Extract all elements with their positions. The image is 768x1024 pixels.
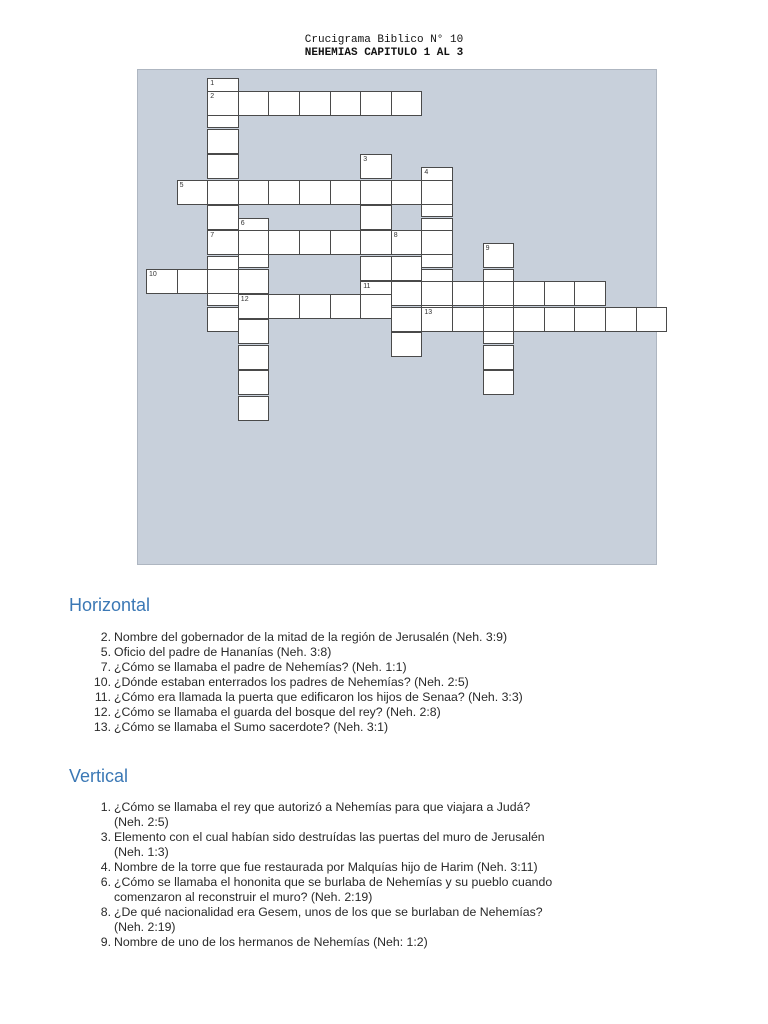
- crossword-cell[interactable]: [513, 307, 545, 332]
- crossword-cell[interactable]: [238, 370, 270, 395]
- crossword-cell[interactable]: [330, 91, 362, 116]
- crossword-cell[interactable]: [207, 180, 239, 205]
- crossword-cell[interactable]: [574, 281, 606, 306]
- clue-number: 7: [210, 232, 215, 240]
- crossword-cell[interactable]: [391, 307, 423, 332]
- crossword-cell[interactable]: [360, 205, 392, 230]
- crossword-cell[interactable]: [421, 281, 453, 306]
- horizontal-clue: 11. ¿Cómo era llamada la puerta que edificaron los hijos de Senaa? (Neh. 3:3): [94, 690, 523, 704]
- crossword-cell[interactable]: [421, 307, 453, 332]
- crossword-cell[interactable]: [605, 307, 637, 332]
- crossword-cell[interactable]: [207, 205, 239, 230]
- crossword-cell[interactable]: [360, 91, 392, 116]
- crossword-cell[interactable]: [299, 180, 331, 205]
- vertical-clue: 6. ¿Cómo se llamaba el hononita que se burlaba de Nehemías y su pueblo cuando comenzaron al reconstruir el muro? (Neh. 2:19): [100, 875, 553, 904]
- crossword-cell[interactable]: [483, 345, 515, 370]
- crossword-cell[interactable]: [299, 91, 331, 116]
- crossword-cell[interactable]: [207, 230, 239, 255]
- crossword-cell[interactable]: [391, 332, 423, 357]
- clue-number: 10: [149, 270, 157, 278]
- crossword-cell[interactable]: [207, 307, 239, 332]
- vertical-clue: 3. Elemento con el cual habían sido destruídas las puertas del muro de Jerusalén (Neh. 1:3): [100, 830, 545, 859]
- crossword-cell[interactable]: [391, 281, 423, 306]
- horizontal-clue: 10. ¿Dónde estaban enterrados los padres de Nehemías? (Neh. 2:5): [93, 675, 469, 689]
- horizontal-clue: 7. ¿Cómo se llamaba el padre de Nehemías? (Neh. 1:1): [100, 660, 407, 674]
- crossword-cell[interactable]: [238, 91, 270, 116]
- clue-number: 5: [179, 181, 184, 189]
- clue-number: 1: [210, 80, 215, 87]
- crossword-cell[interactable]: [238, 319, 270, 344]
- crossword-cell[interactable]: [483, 243, 515, 268]
- clue-number: 13: [424, 308, 433, 316]
- crossword-cell[interactable]: [483, 370, 515, 395]
- horizontal-heading: Horizontal: [69, 595, 151, 615]
- clue-number: 6: [240, 219, 245, 227]
- horizontal-clue: 13. ¿Cómo se llamaba el Sumo sacerdote? (Neh. 3:1): [93, 720, 389, 734]
- crossword-cell[interactable]: [238, 294, 270, 319]
- crossword-cell[interactable]: [636, 307, 668, 332]
- crossword-cell[interactable]: [330, 180, 362, 205]
- crossword-cell[interactable]: [268, 230, 300, 255]
- clue-number: 12: [240, 295, 249, 303]
- crossword-cell[interactable]: [574, 307, 606, 332]
- vertical-clue: 4. Nombre de la torre que fue restaurada por Malquías hijo de Harim (Neh. 3:11): [100, 860, 538, 874]
- clue-number: 4: [424, 168, 429, 176]
- horizontal-clue: 2. Nombre del gobernador de la mitad de la región de Jerusalén (Neh. 3:9): [100, 630, 508, 644]
- crossword-cell[interactable]: [238, 396, 270, 421]
- crossword-cell[interactable]: [330, 294, 362, 319]
- clue-number: 3: [363, 156, 368, 164]
- vertical-heading: Vertical: [69, 766, 129, 786]
- horizontal-clue: 5. Oficio del padre de Hananías (Neh. 3:8): [100, 645, 332, 659]
- horizontal-clue-list: [95, 630, 735, 735]
- crossword-grid: [137, 69, 657, 565]
- crossword-cell[interactable]: [177, 269, 209, 294]
- puzzle-subtitle: NEHEMIAS CAPITULO 1 AL 3: [304, 47, 464, 59]
- vertical-clue: 8. ¿De qué nacionalidad era Gesem, unos de los que se burlaban de Nehemías? (Neh. 2:19): [100, 905, 543, 934]
- vertical-clue: 1. ¿Cómo se llamaba el rey que autorizó a Nehemías para que viajara a Judá? (Neh. 2:5): [100, 800, 531, 829]
- crossword-cell[interactable]: [513, 281, 545, 306]
- crossword-cell[interactable]: [391, 91, 423, 116]
- crossword-cell[interactable]: [421, 230, 453, 255]
- crossword-cell[interactable]: [391, 230, 423, 255]
- crossword-cell[interactable]: [360, 256, 392, 281]
- crossword-cell[interactable]: [391, 180, 423, 205]
- crossword-cell[interactable]: [452, 307, 484, 332]
- crossword-cell[interactable]: [452, 281, 484, 306]
- crossword-cell[interactable]: [299, 294, 331, 319]
- crossword-cell[interactable]: [238, 345, 270, 370]
- crossword-cell[interactable]: [360, 154, 392, 179]
- crossword-cell[interactable]: [360, 230, 392, 255]
- vertical-clue-list: [95, 800, 735, 950]
- crossword-cell[interactable]: [544, 281, 576, 306]
- crossword-cell[interactable]: [483, 281, 515, 306]
- horizontal-clue: 12. ¿Cómo se llamaba el guarda del bosque del rey? (Neh. 2:8): [93, 705, 441, 719]
- clue-number: 2: [210, 92, 215, 100]
- crossword-cell[interactable]: [207, 129, 239, 154]
- crossword-cell[interactable]: [207, 154, 239, 179]
- crossword-cell[interactable]: [391, 256, 423, 281]
- crossword-cell[interactable]: [299, 230, 331, 255]
- crossword-cell[interactable]: [360, 180, 392, 205]
- clue-number: 8: [393, 232, 398, 240]
- crossword-cell[interactable]: [421, 180, 453, 205]
- puzzle-title: Crucigrama Biblico N° 10: [304, 34, 464, 46]
- crossword-cell[interactable]: [360, 294, 392, 319]
- vertical-clue: 9. Nombre de uno de los hermanos de Nehemías (Neh: 1:2): [100, 935, 428, 949]
- crossword-cell[interactable]: [483, 307, 515, 332]
- crossword-cell[interactable]: [238, 230, 270, 255]
- crossword-cell[interactable]: [238, 180, 270, 205]
- clue-number: 9: [485, 245, 490, 253]
- crossword-cell[interactable]: [268, 91, 300, 116]
- crossword-cell[interactable]: [207, 269, 239, 294]
- crossword-cell[interactable]: [330, 230, 362, 255]
- crossword-cell[interactable]: [544, 307, 576, 332]
- crossword-cell[interactable]: [268, 294, 300, 319]
- crossword-cell[interactable]: [207, 91, 239, 116]
- crossword-cell[interactable]: [146, 269, 178, 294]
- crossword-cell[interactable]: [238, 269, 270, 294]
- clue-number: 11: [363, 283, 371, 291]
- crossword-cell[interactable]: [177, 180, 209, 205]
- crossword-cell[interactable]: [268, 180, 300, 205]
